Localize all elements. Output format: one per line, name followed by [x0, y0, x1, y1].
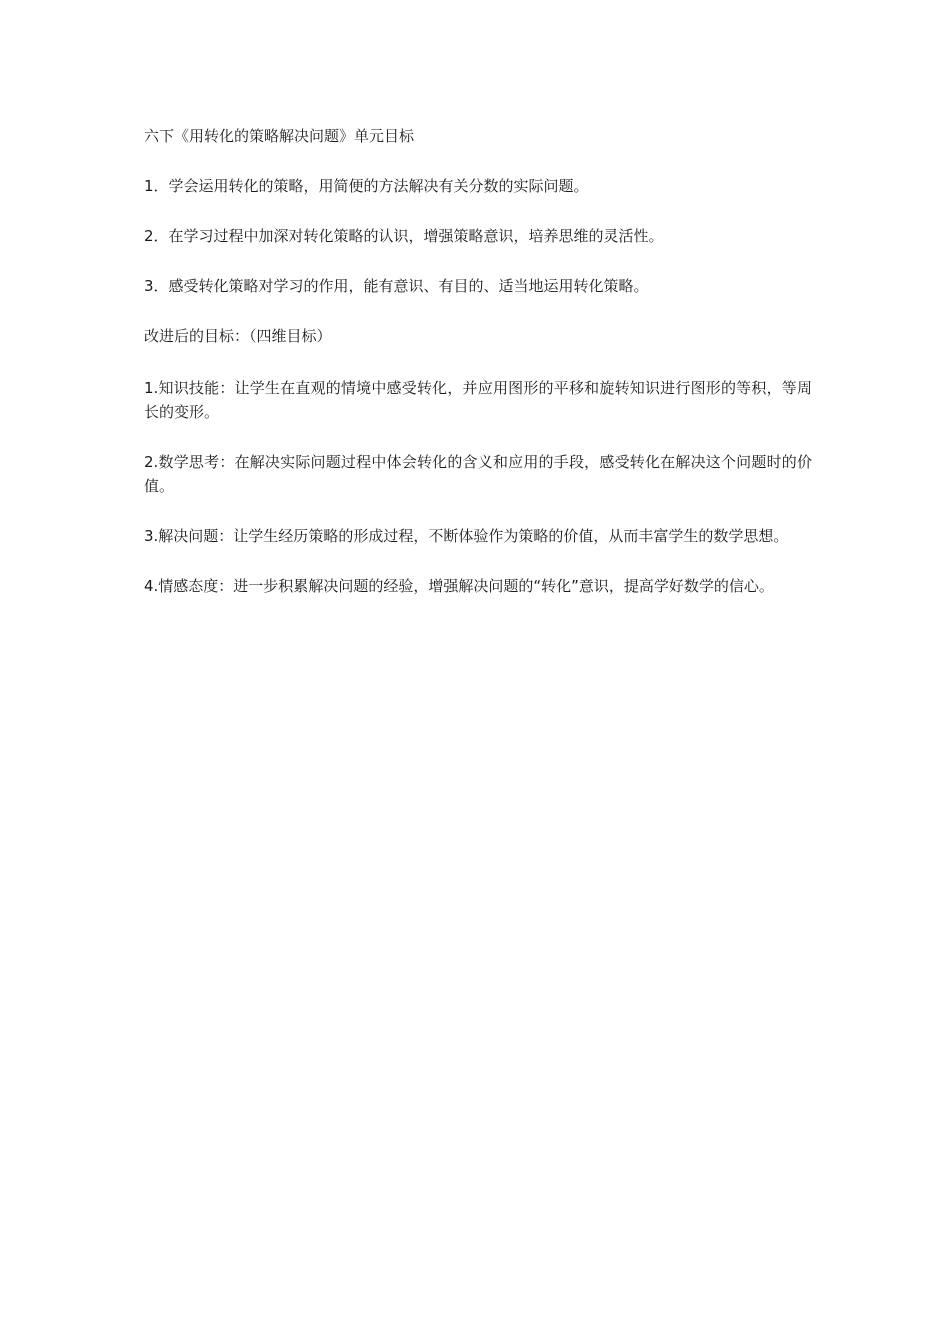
- document-title: 六下《用转化的策略解决问题》单元目标: [144, 127, 415, 145]
- improved-goal-problem-solving: 3.解决问题：让学生经历策略的形成过程，不断体验作为策略的价值，从而丰富学生的数学思想。: [144, 527, 789, 545]
- improved-goals-heading: 改进后的目标：（四维目标）: [144, 327, 332, 345]
- original-goal-3: 3．感受转化策略对学习的作用，能有意识、有目的、适当地运用转化策略。: [144, 277, 649, 295]
- original-goal-2: 2．在学习过程中加深对转化策略的认识，增强策略意识，培养思维的灵活性。: [144, 227, 664, 245]
- document-body: [144, 126, 812, 598]
- improved-goal-thinking: 2.数学思考：在解决实际问题过程中体会转化的含义和应用的手段，感受转化在解决这个问题时的价值。: [144, 453, 812, 495]
- improved-goal-attitude: 4.情感态度：进一步积累解决问题的经验，增强解决问题的“转化”意识，提高学好数学的信心。: [144, 577, 774, 595]
- original-goal-1: 1．学会运用转化的策略，用简便的方法解决有关分数的实际问题。: [144, 177, 589, 195]
- improved-goal-knowledge: 1.知识技能：让学生在直观的情境中感受转化，并应用图形的平移和旋转知识进行图形的等积，等周长的变形。: [144, 379, 812, 421]
